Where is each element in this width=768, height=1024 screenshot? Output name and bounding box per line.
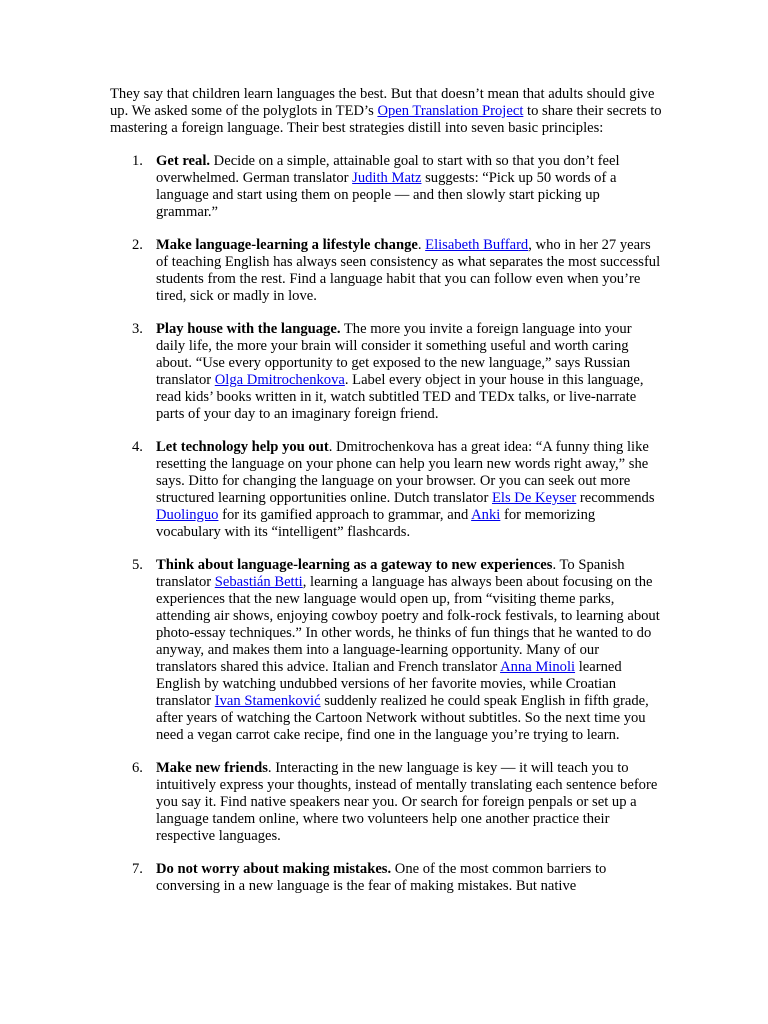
item-heading: Play house with the language. <box>156 321 341 337</box>
list-item <box>110 237 662 305</box>
list-item <box>110 861 662 895</box>
list-item <box>110 321 662 423</box>
item-text: . Interacting in the new language is key — it will teach you to intuitively express your thoughts, instead of mentally translating each sentence before you say it. Find native speakers near you. Or search for foreign penpals or set up a language tandem online, where two volunteers help one another practice their respective languages. <box>156 760 658 844</box>
list-item <box>110 439 662 541</box>
document-body <box>110 86 662 911</box>
ivan-stamenkovic-link[interactable]: Ivan Stamenković <box>214 693 321 709</box>
item-heading: Make language-learning a lifestyle change <box>156 237 418 253</box>
list-item <box>110 760 662 845</box>
item-text: suddenly realized he could speak English in fifth grade, after years of watching the Cartoon Network without subtitles. So the next time you need a vegan carrot cake recipe, find one in the language you’re trying to learn. <box>156 693 649 743</box>
anna-minoli-link[interactable]: Anna Minoli <box>500 659 576 675</box>
item-text: learned English by watching undubbed versions of her favorite movies, while Croatian translator <box>156 659 622 709</box>
item-number: 7. <box>132 861 143 877</box>
item-heading: Think about language-learning as a gateway to new experiences <box>156 557 553 573</box>
principles-list <box>110 153 662 895</box>
intro-text: to share their secrets to mastering a foreign language. Their best strategies distill into seven basic principles: <box>110 103 662 136</box>
sebastian-betti-link[interactable]: Sebastián Betti <box>214 574 303 590</box>
list-item <box>110 557 662 744</box>
item-number: 6. <box>132 760 143 776</box>
item-text: recommends <box>576 490 655 506</box>
item-text: One of the most common barriers to conversing in a new language is the fear of making mistakes. But native <box>156 861 607 894</box>
item-heading: Do not worry about making mistakes. <box>156 861 392 877</box>
item-text: The more you invite a foreign language into your daily life, the more your brain will consider it something useful and worth caring about. “Use every opportunity to get exposed to the new language,” says Russian translator <box>156 321 632 388</box>
elisabeth-buffard-link[interactable]: Elisabeth Buffard <box>425 237 529 253</box>
item-number: 2. <box>132 237 143 253</box>
duolinguo-link[interactable]: Duolinguo <box>156 507 219 523</box>
olga-dmitrochenkova-link[interactable]: Olga Dmitrochenkova <box>214 372 345 388</box>
item-number: 5. <box>132 557 143 573</box>
item-text: . To Spanish translator <box>156 557 625 590</box>
item-text: suggests: “Pick up 50 words of a language and start using them on people — and then slowly start picking up grammar.” <box>156 170 617 220</box>
list-item <box>110 153 662 221</box>
open-translation-project-link[interactable]: Open Translation Project <box>377 103 524 119</box>
item-text: . Dmitrochenkova has a great idea: “A funny thing like resetting the language on your phone can help you learn new words right away,” she says. Ditto for changing the language on your browser. Or you can seek out more structured learning opportunities online. Dutch translator <box>156 439 649 506</box>
item-text: . Label every object in your house in this language, read kids’ books written in it, watch subtitled TED and TEDx talks, or live-narrate parts of your day to an imaginary foreign friend. <box>156 372 644 422</box>
item-text: for its gamified approach to grammar, and <box>218 507 472 523</box>
item-heading: Get real. <box>156 153 211 169</box>
anki-link[interactable]: Anki <box>471 507 501 523</box>
intro-text: They say that children learn languages the best. But that doesn’t mean that adults should give up. We asked some of the polyglots in TED’s <box>110 86 655 119</box>
els-de-keyser-link[interactable]: Els De Keyser <box>491 490 577 506</box>
item-text: Decide on a simple, attainable goal to start with so that you don’t feel overwhelmed. German translator <box>156 153 620 186</box>
item-heading: Make new friends <box>156 760 268 776</box>
item-number: 4. <box>132 439 143 455</box>
intro-paragraph <box>110 86 662 137</box>
judith-matz-link[interactable]: Judith Matz <box>352 170 422 186</box>
item-number: 1. <box>132 153 143 169</box>
item-text: . <box>417 237 426 253</box>
item-heading: Let technology help you out <box>156 439 329 455</box>
item-text: for memorizing vocabulary with its “intelligent” flashcards. <box>156 507 596 540</box>
item-text: , who in her 27 years of teaching English has always seen consistency as what separates the most successful students from the rest. Find a language habit that you can follow even when you’re tired, sick or madly in love. <box>156 237 661 304</box>
item-text: , learning a language has always been about focusing on the experiences that the new language would open up, from “visiting theme parks, attending air shows, enjoying cowboy poetry and folk-rock festivals, to learning about photo-essay techniques.” In other words, he thinks of fun things that he wanted to do anyway, and makes them into a language-learning opportunity. Many of our translators shared this advice. Italian and French translator <box>156 574 660 675</box>
item-number: 3. <box>132 321 143 337</box>
